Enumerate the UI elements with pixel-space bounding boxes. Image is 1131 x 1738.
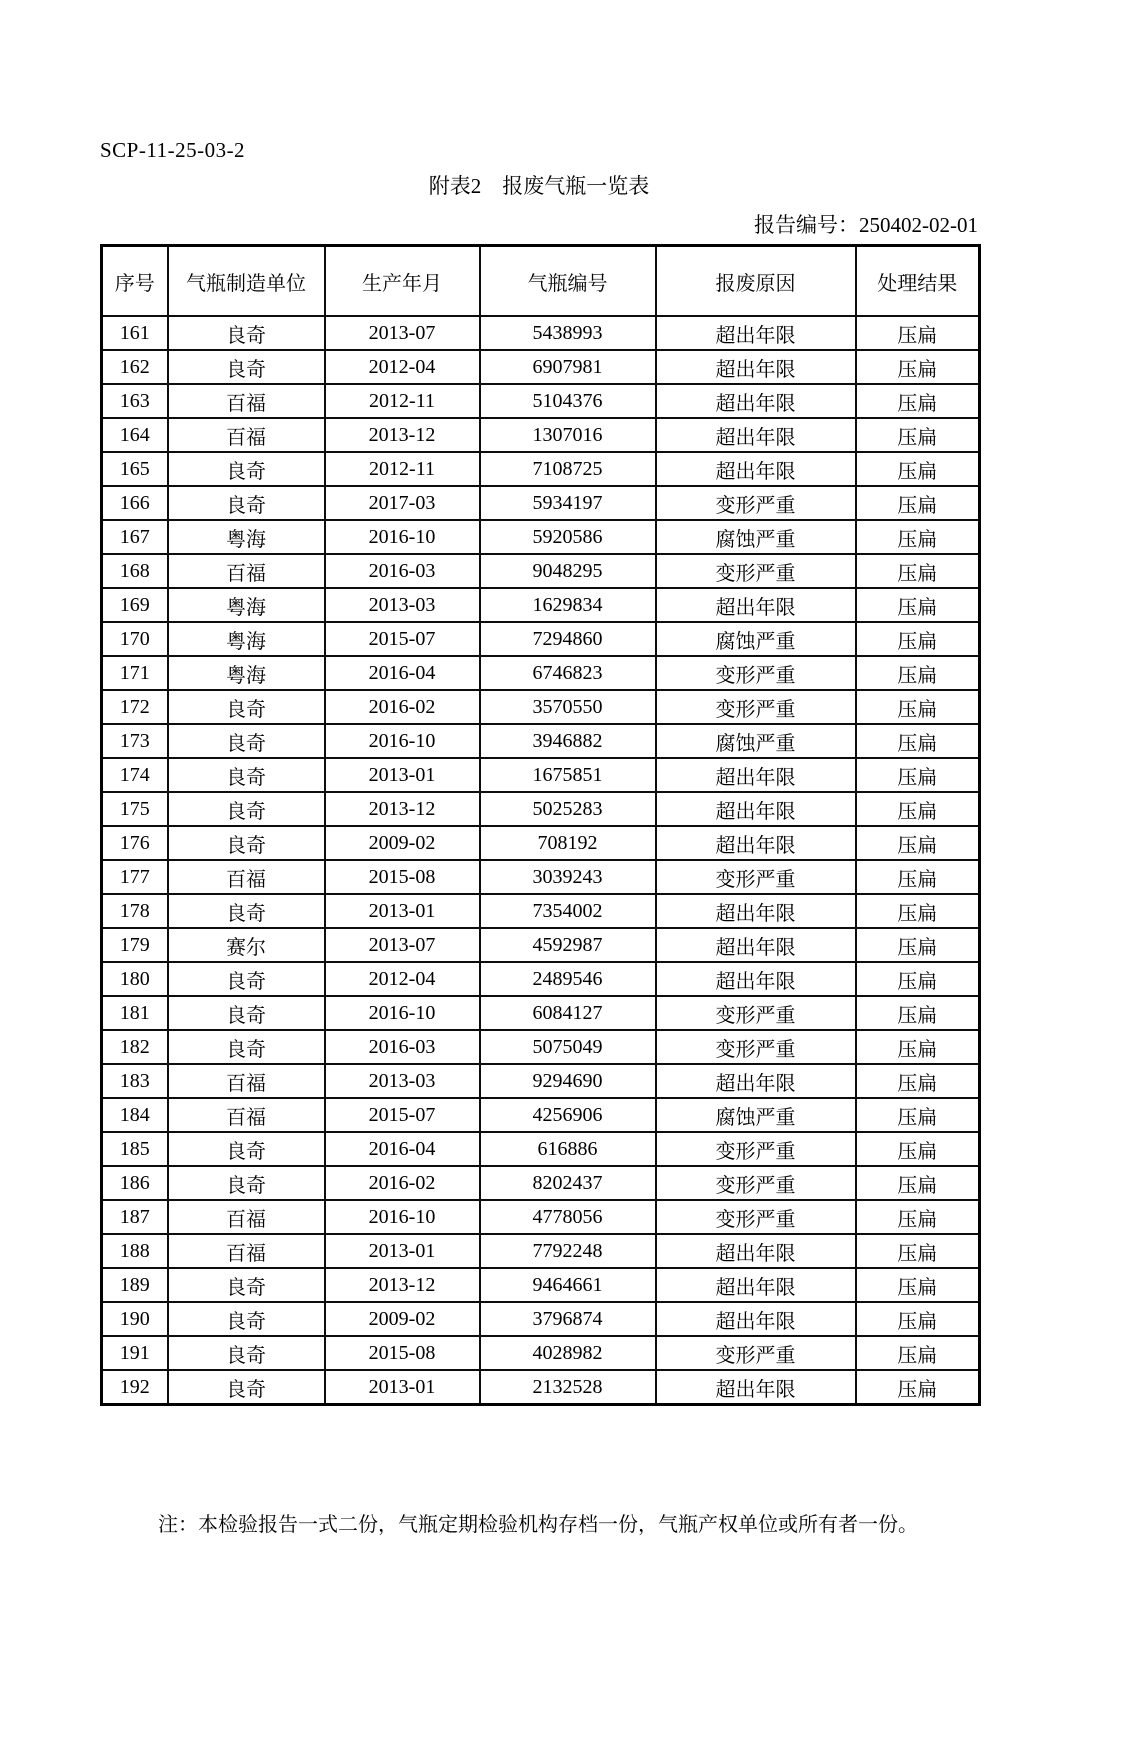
table-row [102, 758, 980, 792]
table-cell: 压扁 [856, 452, 980, 486]
table-cell: 170 [102, 622, 168, 656]
table-body [102, 316, 980, 1405]
table-cell: 4028982 [480, 1336, 656, 1370]
table-cell: 良奇 [168, 350, 325, 384]
table-cell: 2012-04 [325, 962, 480, 996]
table-cell: 616886 [480, 1132, 656, 1166]
table-cell: 粤海 [168, 656, 325, 690]
table-row [102, 1064, 980, 1098]
scrapped-cylinders-table [100, 244, 981, 1406]
table-cell: 良奇 [168, 758, 325, 792]
table-cell: 超出年限 [656, 1302, 856, 1336]
table-cell: 腐蚀严重 [656, 1098, 856, 1132]
report-number-line [100, 209, 978, 239]
table-cell: 压扁 [856, 1336, 980, 1370]
table-cell: 169 [102, 588, 168, 622]
table-cell: 压扁 [856, 350, 980, 384]
table-cell: 181 [102, 996, 168, 1030]
table-row [102, 1030, 980, 1064]
table-cell: 压扁 [856, 520, 980, 554]
column-header: 气瓶编号 [480, 246, 656, 317]
table-cell: 压扁 [856, 588, 980, 622]
table-cell: 5438993 [480, 316, 656, 350]
report-number-label: 报告编号： [754, 213, 859, 237]
table-cell: 1307016 [480, 418, 656, 452]
table-cell: 9294690 [480, 1064, 656, 1098]
page-title: 附表2 报废气瓶一览表 [428, 174, 650, 198]
table-cell: 变形严重 [656, 656, 856, 690]
table-cell: 6084127 [480, 996, 656, 1030]
table-cell: 7108725 [480, 452, 656, 486]
table-row [102, 384, 980, 418]
table-cell: 压扁 [856, 996, 980, 1030]
table-cell: 180 [102, 962, 168, 996]
table-cell: 良奇 [168, 1030, 325, 1064]
table-cell: 变形严重 [656, 996, 856, 1030]
table-cell: 174 [102, 758, 168, 792]
table-row [102, 452, 980, 486]
table-cell: 超出年限 [656, 418, 856, 452]
table-cell: 粤海 [168, 622, 325, 656]
table-cell: 5075049 [480, 1030, 656, 1064]
table-cell: 2489546 [480, 962, 656, 996]
table-cell: 7792248 [480, 1234, 656, 1268]
table-cell: 良奇 [168, 1268, 325, 1302]
table-cell: 变形严重 [656, 1030, 856, 1064]
table-cell: 172 [102, 690, 168, 724]
table-cell: 189 [102, 1268, 168, 1302]
table-cell: 164 [102, 418, 168, 452]
table-cell: 171 [102, 656, 168, 690]
column-header: 生产年月 [325, 246, 480, 317]
table-cell: 175 [102, 792, 168, 826]
table-cell: 161 [102, 316, 168, 350]
table-cell: 超出年限 [656, 826, 856, 860]
table-cell: 粤海 [168, 588, 325, 622]
table-cell: 变形严重 [656, 486, 856, 520]
report-number-value: 250402-02-01 [859, 213, 978, 237]
table-cell: 超出年限 [656, 588, 856, 622]
table-cell: 良奇 [168, 452, 325, 486]
table-row [102, 418, 980, 452]
table-cell: 压扁 [856, 1302, 980, 1336]
table-cell: 2013-01 [325, 1234, 480, 1268]
table-cell: 百福 [168, 418, 325, 452]
table-row [102, 1132, 980, 1166]
table-cell: 5025283 [480, 792, 656, 826]
table-row [102, 860, 980, 894]
document-page [0, 138, 1131, 1537]
table-row [102, 656, 980, 690]
table-cell: 2013-07 [325, 316, 480, 350]
table-cell: 百福 [168, 1098, 325, 1132]
table-cell: 腐蚀严重 [656, 520, 856, 554]
table-cell: 192 [102, 1370, 168, 1405]
table-row [102, 350, 980, 384]
table-cell: 2016-10 [325, 996, 480, 1030]
table-cell: 超出年限 [656, 316, 856, 350]
table-cell: 压扁 [856, 1030, 980, 1064]
table-cell: 变形严重 [656, 1132, 856, 1166]
table-cell: 良奇 [168, 962, 325, 996]
table-cell: 3946882 [480, 724, 656, 758]
table-cell: 压扁 [856, 316, 980, 350]
table-cell: 2009-02 [325, 826, 480, 860]
table-row [102, 894, 980, 928]
table-cell: 超出年限 [656, 384, 856, 418]
table-row [102, 724, 980, 758]
table-cell: 压扁 [856, 860, 980, 894]
table-cell: 变形严重 [656, 554, 856, 588]
table-row [102, 316, 980, 350]
table-cell: 良奇 [168, 724, 325, 758]
table-cell: 百福 [168, 1234, 325, 1268]
table-cell: 变形严重 [656, 1200, 856, 1234]
table-cell: 2017-03 [325, 486, 480, 520]
table-header [102, 246, 980, 317]
table-cell: 165 [102, 452, 168, 486]
table-cell: 2012-11 [325, 384, 480, 418]
table-cell: 8202437 [480, 1166, 656, 1200]
table-cell: 腐蚀严重 [656, 622, 856, 656]
table-cell: 167 [102, 520, 168, 554]
table-cell: 2016-03 [325, 1030, 480, 1064]
table-cell: 3796874 [480, 1302, 656, 1336]
table-cell: 2015-07 [325, 1098, 480, 1132]
table-cell: 压扁 [856, 554, 980, 588]
table-cell: 良奇 [168, 996, 325, 1030]
table-row [102, 792, 980, 826]
table-cell: 超出年限 [656, 962, 856, 996]
table-cell: 赛尔 [168, 928, 325, 962]
table-row [102, 1234, 980, 1268]
table-cell: 良奇 [168, 316, 325, 350]
table-cell: 9048295 [480, 554, 656, 588]
table-cell: 良奇 [168, 486, 325, 520]
table-cell: 2016-03 [325, 554, 480, 588]
table-cell: 良奇 [168, 1132, 325, 1166]
table-cell: 粤海 [168, 520, 325, 554]
table-row [102, 520, 980, 554]
table-cell: 良奇 [168, 1336, 325, 1370]
table-cell: 4778056 [480, 1200, 656, 1234]
table-cell: 2012-04 [325, 350, 480, 384]
table-cell: 超出年限 [656, 1370, 856, 1405]
table-cell: 压扁 [856, 1200, 980, 1234]
table-row [102, 690, 980, 724]
table-cell: 2016-10 [325, 724, 480, 758]
table-row [102, 554, 980, 588]
table-cell: 2009-02 [325, 1302, 480, 1336]
table-cell: 2012-11 [325, 452, 480, 486]
table-cell: 1629834 [480, 588, 656, 622]
table-cell: 压扁 [856, 826, 980, 860]
table-cell: 百福 [168, 1200, 325, 1234]
table-row [102, 1268, 980, 1302]
table-cell: 压扁 [856, 1132, 980, 1166]
table-cell: 腐蚀严重 [656, 724, 856, 758]
table-cell: 1675851 [480, 758, 656, 792]
table-row [102, 1200, 980, 1234]
table-cell: 2015-08 [325, 1336, 480, 1370]
table-cell: 5920586 [480, 520, 656, 554]
table-cell: 708192 [480, 826, 656, 860]
table-row [102, 962, 980, 996]
table-row [102, 486, 980, 520]
column-header: 气瓶制造单位 [168, 246, 325, 317]
table-cell: 压扁 [856, 486, 980, 520]
table-cell: 压扁 [856, 1166, 980, 1200]
table-cell: 2013-03 [325, 588, 480, 622]
table-cell: 良奇 [168, 792, 325, 826]
table-cell: 177 [102, 860, 168, 894]
table-cell: 5934197 [480, 486, 656, 520]
table-cell: 压扁 [856, 1234, 980, 1268]
table-cell: 2016-02 [325, 690, 480, 724]
table-cell: 超出年限 [656, 452, 856, 486]
table-cell: 2013-01 [325, 758, 480, 792]
table-cell: 良奇 [168, 690, 325, 724]
table-cell: 2016-10 [325, 520, 480, 554]
table-cell: 3039243 [480, 860, 656, 894]
table-cell: 压扁 [856, 1098, 980, 1132]
table-cell: 2016-10 [325, 1200, 480, 1234]
table-cell: 7354002 [480, 894, 656, 928]
table-cell: 168 [102, 554, 168, 588]
table-cell: 6746823 [480, 656, 656, 690]
table-cell: 良奇 [168, 1302, 325, 1336]
table-cell: 163 [102, 384, 168, 418]
table-cell: 良奇 [168, 894, 325, 928]
table-cell: 2016-02 [325, 1166, 480, 1200]
table-cell: 百福 [168, 554, 325, 588]
table-cell: 压扁 [856, 1268, 980, 1302]
form-code: SCP-11-25-03-2 [100, 138, 246, 162]
table-cell: 百福 [168, 860, 325, 894]
table-cell: 2132528 [480, 1370, 656, 1405]
table-cell: 2013-07 [325, 928, 480, 962]
table-cell: 压扁 [856, 1370, 980, 1405]
table-cell: 压扁 [856, 928, 980, 962]
table-cell: 超出年限 [656, 928, 856, 962]
table-cell: 2013-12 [325, 1268, 480, 1302]
table-cell: 良奇 [168, 826, 325, 860]
table-cell: 良奇 [168, 1166, 325, 1200]
table-cell: 2015-07 [325, 622, 480, 656]
table-cell: 187 [102, 1200, 168, 1234]
table-cell: 变形严重 [656, 860, 856, 894]
table-cell: 百福 [168, 384, 325, 418]
column-header: 处理结果 [856, 246, 980, 317]
table-row [102, 588, 980, 622]
table-row [102, 1336, 980, 1370]
table-cell: 2013-01 [325, 1370, 480, 1405]
table-row [102, 1370, 980, 1405]
table-cell: 186 [102, 1166, 168, 1200]
table-row [102, 622, 980, 656]
table-cell: 压扁 [856, 792, 980, 826]
table-cell: 173 [102, 724, 168, 758]
table-cell: 2016-04 [325, 1132, 480, 1166]
table-cell: 压扁 [856, 962, 980, 996]
table-row [102, 826, 980, 860]
table-cell: 190 [102, 1302, 168, 1336]
table-cell: 超出年限 [656, 792, 856, 826]
table-cell: 191 [102, 1336, 168, 1370]
table-cell: 9464661 [480, 1268, 656, 1302]
table-cell: 183 [102, 1064, 168, 1098]
table-cell: 超出年限 [656, 1234, 856, 1268]
table-cell: 百福 [168, 1064, 325, 1098]
table-row [102, 1098, 980, 1132]
table-cell: 166 [102, 486, 168, 520]
table-cell: 5104376 [480, 384, 656, 418]
table-cell: 压扁 [856, 622, 980, 656]
column-header: 序号 [102, 246, 168, 317]
table-cell: 超出年限 [656, 894, 856, 928]
table-cell: 185 [102, 1132, 168, 1166]
table-cell: 2013-12 [325, 418, 480, 452]
table-cell: 2016-04 [325, 656, 480, 690]
table-cell: 179 [102, 928, 168, 962]
table-cell: 压扁 [856, 758, 980, 792]
table-cell: 超出年限 [656, 350, 856, 384]
table-cell: 2015-08 [325, 860, 480, 894]
table-cell: 184 [102, 1098, 168, 1132]
table-cell: 压扁 [856, 724, 980, 758]
table-cell: 6907981 [480, 350, 656, 384]
table-cell: 3570550 [480, 690, 656, 724]
table-row [102, 996, 980, 1030]
table-cell: 176 [102, 826, 168, 860]
table-cell: 2013-01 [325, 894, 480, 928]
table-cell: 2013-12 [325, 792, 480, 826]
table-cell: 7294860 [480, 622, 656, 656]
table-cell: 压扁 [856, 656, 980, 690]
table-cell: 压扁 [856, 1064, 980, 1098]
table-cell: 2013-03 [325, 1064, 480, 1098]
table-cell: 超出年限 [656, 758, 856, 792]
table-row [102, 1302, 980, 1336]
table-cell: 超出年限 [656, 1064, 856, 1098]
table-row [102, 1166, 980, 1200]
footer-note: 注：本检验报告一式二份，气瓶定期检验机构存档一份，气瓶产权单位或所有者一份。 [158, 1514, 918, 1536]
table-cell: 变形严重 [656, 690, 856, 724]
table-header-row [102, 246, 980, 317]
table-cell: 188 [102, 1234, 168, 1268]
table-cell: 压扁 [856, 384, 980, 418]
table-cell: 变形严重 [656, 1336, 856, 1370]
table-cell: 182 [102, 1030, 168, 1064]
table-cell: 4592987 [480, 928, 656, 962]
table-cell: 压扁 [856, 418, 980, 452]
table-cell: 162 [102, 350, 168, 384]
column-header: 报废原因 [656, 246, 856, 317]
table-cell: 超出年限 [656, 1268, 856, 1302]
table-cell: 压扁 [856, 690, 980, 724]
table-cell: 变形严重 [656, 1166, 856, 1200]
table-cell: 4256906 [480, 1098, 656, 1132]
table-row [102, 928, 980, 962]
table-cell: 压扁 [856, 894, 980, 928]
table-cell: 178 [102, 894, 168, 928]
table-cell: 良奇 [168, 1370, 325, 1405]
